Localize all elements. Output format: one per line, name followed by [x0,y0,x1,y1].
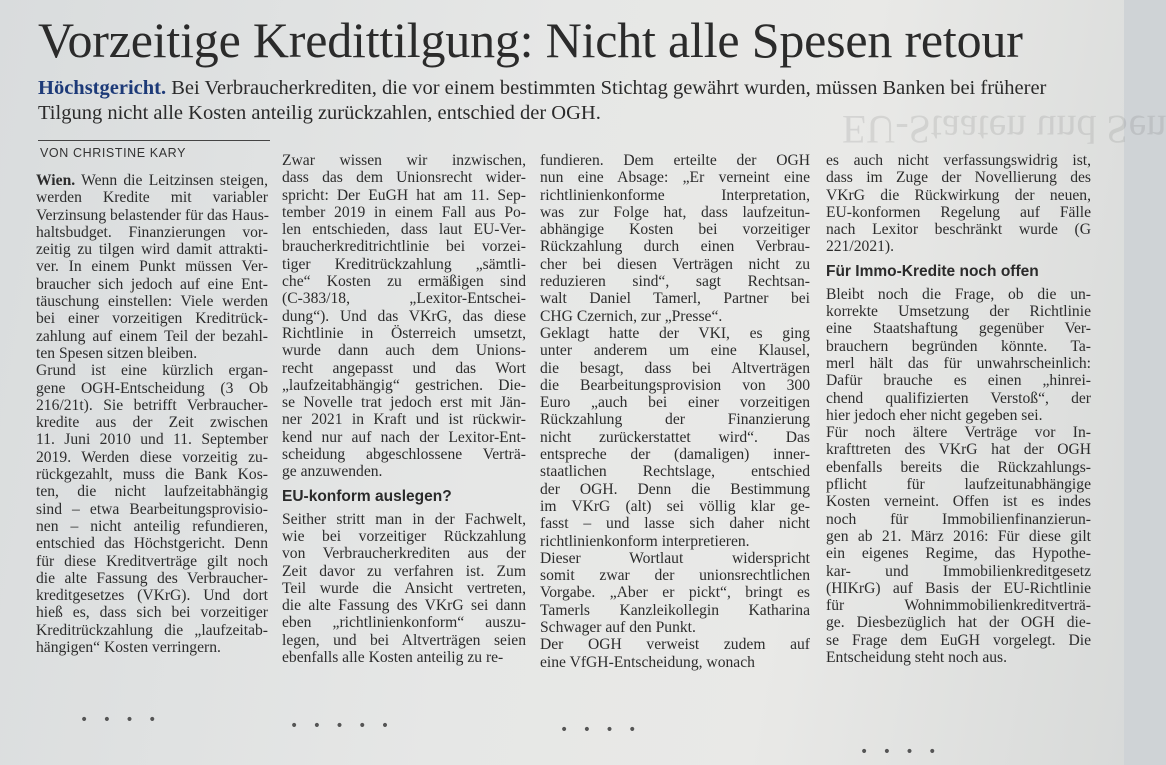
column-line: richtlinienkonform interpretieren. [540,532,750,550]
column-line: rückgezahlt, muss die Bank Kos- [36,466,268,484]
column-line: nach Lexitor beschränkt wurde (G [826,221,1091,239]
column-line: korrekte Umsetzung der Richtlinie [826,303,1091,321]
column-line: 2019. Werden diese vorzeitig zu- [36,448,268,466]
column-line: tember 2019 in einem Fall aus Po- [282,203,526,221]
column-line: reduzieren sind“, sagt Rechtsan- [540,273,810,291]
column-line: hieß es, dass sich bei vorzeitiger [36,604,268,622]
column-line: Bleibt noch die Frage, ob die un- [826,285,1091,303]
column-line: die besagt, dass bei Altverträgen [540,359,810,377]
lead-text: Bei Verbraucherkrediten, die vor einem bestimmten Stichtag gewährt wurden, müssen Banken bei früherer Tilgung nicht alle Kosten anteilig zurückzahlen, entschied der OGH. [38,77,1047,124]
column-3 [540,152,810,671]
column-line: entschied das Höchstgericht. Denn [36,535,268,553]
column-line: „laufzeitabhängig“ gestrichen. Die- [282,376,526,394]
column-line: Seither stritt man in der Fachwelt, [282,510,526,528]
page-ornament: • • • • • [290,718,395,734]
column-line: werden Kredite mit variabler [36,189,268,207]
column-line: gene OGH-Entscheidung (3 Ob [36,379,268,397]
column-line: kar- und Immobilienkreditgesetz [826,562,1091,580]
column-line: bei einer vorzeitigen Kreditrück- [36,310,268,328]
column-line: die alte Fassung des Verbraucher- [36,569,268,587]
column-line: von Verbraucherkrediten aus der [282,545,526,563]
column-line: hier jedoch eher nicht gegeben sei. [826,406,1043,424]
column-line: gen ab 21. März 2016: Für diese gilt [826,527,1091,545]
column-line: nen – nicht anteilig refundieren, [36,517,268,535]
column-line: ten Spesen sitzen bleiben. [36,344,198,362]
column-line: abhängige Kosten bei vorzeitiger [540,221,810,239]
column-line: scheidung abgeschlossene Verträ- [282,446,526,464]
lead-kicker: Höchstgericht. [38,77,167,99]
column-line: richtlinienkonforme Interpretation, [540,186,810,204]
column-line: ten, die nicht laufzeitabhängig [36,483,268,501]
column-line: spricht: Der EuGH hat am 11. Sep- [282,186,526,204]
column-line: se Frage dem EuGH vorgelegt. Die [826,631,1091,649]
column-line: eine Staatshaftung gegenüber Ver- [826,320,1091,338]
subheading-immo-kredite: Für Immo-Kredite noch offen [826,262,1039,280]
column-line: fundieren. Dem erteilte der OGH [540,152,810,169]
column-2-body-continued [282,511,526,667]
column-4-body [826,152,1091,256]
column-line: noch für Immobilienfinanzierun- [826,510,1091,528]
column-line: hängigen“ Kosten verringern. [36,639,221,657]
column-line: zahlung auf einem Teil der bezahl- [36,327,268,345]
column-line: ebenfalls bereits die Rückzahlungs- [826,458,1091,476]
column-line: zeitig zu tilgen wird damit attrakti- [36,241,268,259]
byline-rule [38,140,270,141]
column-line: staatlichen Rechtslage, entschied [540,463,810,481]
column-line: kreditgesetzes (VKrG). Und dort [36,587,268,605]
article-headline: Vorzeitige Kredittilgung: Nicht alle Spesen retour [38,12,1023,68]
column-line: Entscheidung steht noch aus. [826,649,1008,667]
column-line: im VKrG (alt) sei völlig klar ge- [540,497,810,515]
column-2 [282,152,526,666]
column-line: braucherkreditrichtlinie bei vorzei- [282,238,526,256]
column-line: nicht zurückerstattet wird“. Das [540,428,810,446]
column-line: kend nur auf nach der Lexitor-Ent- [282,428,526,446]
column-line: was zur Folge hat, dass laufzeitun- [540,203,810,221]
page-ornament: • • • • [80,712,162,728]
column-line: Für noch ältere Verträge vor In- [826,424,1091,442]
column-line: ver. In einem Punkt müssen Ver- [36,258,268,276]
column-line: somit zwar der unionsrechtlichen [540,567,810,585]
column-line: haltsbudget. Finanzierungen vor- [36,223,268,241]
column-line: Schwager auf den Punkt. [540,619,696,637]
column-line: Geklagt hatte der VKI, es ging [540,324,810,342]
column-2-body [282,152,526,481]
column-line: EU-konformen Regelung auf Fälle [826,203,1091,221]
column-line: kredite aus der Zeit zwischen [36,414,268,432]
column-line: die alte Fassung des VKrG sei dann [282,597,526,615]
column-line: 216/21t). Sie betrifft Verbraucher- [36,396,268,414]
column-line: Zeit davor zu verfahren ist. Zum [282,562,526,580]
column-line: ner 2021 in Kraft und ist rückwir- [282,411,526,429]
column-line: Kosten verneint. Offen ist es indes [826,493,1091,511]
column-line: walt Daniel Tamerl, Partner bei [540,290,810,308]
column-line: len entschieden, dass laut EU-Ver- [282,221,526,239]
column-line: täuschung einstellen: Viele werden [36,293,268,311]
column-1 [36,172,268,656]
column-line: (HIKrG) auf Basis der EU-Richtlinie [826,579,1091,597]
column-line: Rückzahlung der Finanzierung [540,411,810,429]
column-line: es auch nicht verfassungswidrig ist, [826,152,1091,169]
column-line: ge. Diesbezüglich hat der OGH die- [826,614,1091,632]
column-line: dung“). Und das VKrG, das diese [282,307,526,325]
column-line: dass im Zuge der Novellierung des [826,169,1091,187]
column-line: VKrG die Rückwirkung der neuen, [826,186,1091,204]
column-4-body-continued [826,286,1091,667]
column-line: tiger Kreditrückzahlung „sämtli- [282,255,526,273]
column-line: entspreche der (damaligen) inner- [540,446,810,464]
column-line: Kreditrückzahlung die „laufzeitab- [36,621,268,639]
column-line: für diese Kreditverträge gilt noch [36,552,268,570]
show-through-text: EU-Staaten und Sen [842,107,1166,152]
column-line: cher bei diesen Verträgen nicht zu [540,255,810,273]
page-ornament: • • • • [560,722,642,738]
column-line: nun eine Absage: „Er verneint eine [540,169,810,187]
column-line: Vorgabe. „Aber er pickt“, bringt es [540,584,810,602]
subheading-eu-konform: EU-konform auslegen? [282,487,452,505]
column-line: dass das dem Unionsrecht wider- [282,169,526,187]
column-line: wie bei vorzeitiger Rückzahlung [282,527,526,545]
column-line: che“ Kosten zu ermäßigen sind [282,273,526,291]
column-line: Grund ist eine kürzlich ergan- [36,362,268,380]
column-line: fasst – und lasse sich daher nicht [540,515,810,533]
column-line [36,172,268,189]
column-line-text: Wenn die Leitzinsen steigen, [75,172,268,189]
byline: VON CHRISTINE KARY [40,146,187,160]
column-line: krafttreten des VKrG hat der OGH [826,441,1091,459]
column-1-body [36,189,268,656]
column-line: Richtlinie in Österreich umsetzt, [282,324,526,342]
column-line: se Novelle trat jedoch erst mit Jän- [282,394,526,412]
column-line: braucher sich jedoch auf eine Ent- [36,275,268,293]
column-line: der OGH. Denn die Bestimmung [540,480,810,498]
column-line: (C-383/18, „Lexitor-Entschei- [282,290,526,308]
column-line: wurde dann auch dem Unions- [282,342,526,360]
column-line: Tamerls Kanzleikollegin Katharina [540,601,810,619]
column-line: Der OGH verweist zudem auf [540,636,810,654]
column-line: Zwar wissen wir inzwischen, [282,152,526,169]
column-4 [826,152,1091,666]
column-3-body [540,152,810,671]
column-line: Rückzahlung durch einen Verbrau- [540,238,810,256]
dateline: Wien. [36,172,76,189]
column-line: 11. Juni 2010 und 11. September [36,431,268,449]
column-line: Euro „auch bei einer vorzeitigen [540,394,810,412]
column-line: chend qualifizierten Verstoß“, der [826,389,1091,407]
column-line: recht angepasst und das Wort [282,359,526,377]
column-line: merl hält das für unwahrscheinlich: [826,354,1091,372]
column-line: sind – etwa Bearbeitungsprovisio- [36,500,268,518]
column-line: eben „richtlinienkonform“ auszu- [282,614,526,632]
column-line: eine VfGH-Entscheidung, wonach [540,653,755,671]
column-line: ge anzuwenden. [282,463,383,481]
column-line: die Bearbeitungsprovision von 300 [540,376,810,394]
column-line: ebenfalls alle Kosten anteilig zu re- [282,649,504,667]
article-lead [38,76,1088,126]
column-line: CHG Czernich, zur „Presse“. [540,307,723,325]
column-line: Dafür brauche es einen „hinrei- [826,372,1091,390]
column-line: Teil wurde die Ansicht vertreten, [282,579,526,597]
column-line: pflicht für laufzeitunabhängige [826,476,1091,494]
column-line: für Wohnimmobilienkreditverträ- [826,597,1091,615]
column-line: legen, und bei Altverträgen seien [282,631,526,649]
column-line: ein eigenes Regime, das Hypothe- [826,545,1091,563]
column-line: 221/2021). [826,238,895,256]
page-ornament: • • • • [860,744,942,760]
column-line: unter anderem um eine Klausel, [540,342,810,360]
column-line: brauchern begründen könnte. Ta- [826,337,1091,355]
column-line: Dieser Wortlaut widerspricht [540,549,810,567]
column-line: Verzinsung belastender für das Haus- [36,206,269,224]
